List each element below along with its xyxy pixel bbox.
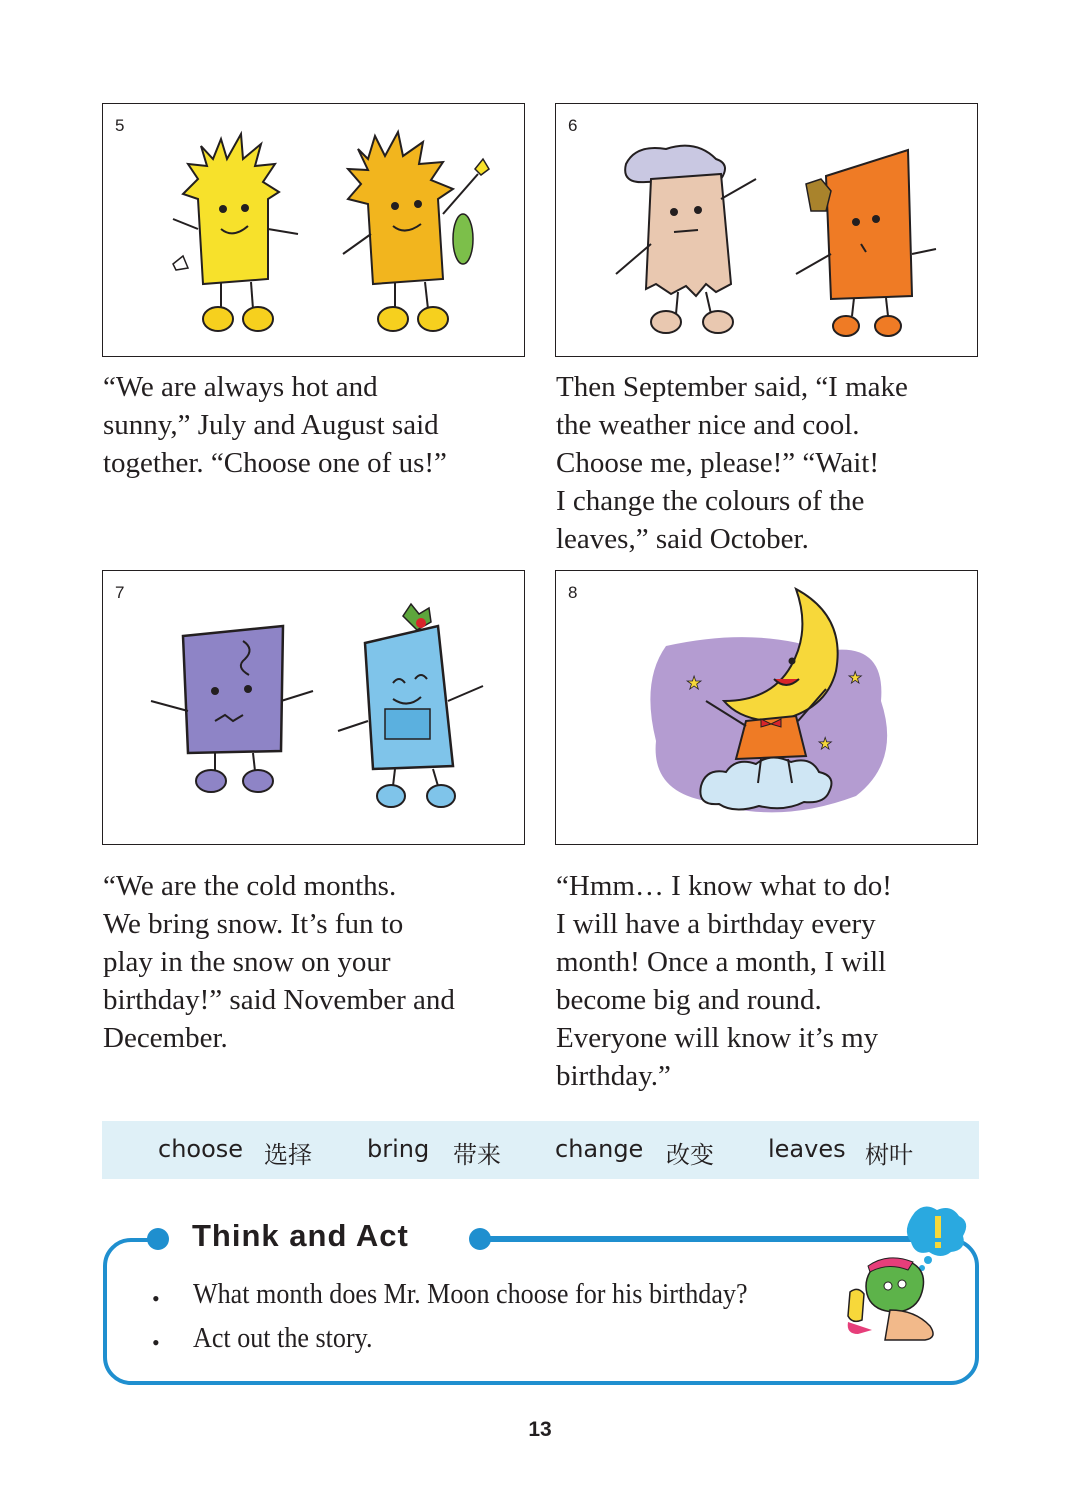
page-number: 13 bbox=[528, 1418, 552, 1441]
vocab-meaning: 带来 bbox=[453, 1141, 501, 1169]
vocabulary-strip bbox=[102, 1121, 979, 1179]
july-character bbox=[173, 134, 298, 331]
star-icon: ★ bbox=[818, 736, 833, 753]
vocab-word: leaves bbox=[768, 1135, 846, 1163]
panel-number: 7 bbox=[115, 583, 125, 602]
october-character bbox=[796, 150, 936, 336]
vocab-word: choose bbox=[158, 1135, 244, 1163]
november-december-illustration bbox=[103, 571, 523, 843]
star-icon: ★ bbox=[686, 673, 703, 693]
vocab-word: change bbox=[555, 1135, 644, 1163]
star-icon: ★ bbox=[848, 670, 863, 687]
november-character bbox=[151, 626, 313, 792]
mr-moon-illustration bbox=[556, 571, 976, 843]
panel-5 bbox=[102, 103, 525, 357]
vocab-meaning: 选择 bbox=[264, 1141, 312, 1169]
bullet-icon: • bbox=[152, 1330, 160, 1355]
panel-8-caption: “Hmm… I know what to do! I will have a birthday every month! Once a month, I will become big and round. Everyone will know it’s my birthday.” bbox=[556, 870, 892, 1092]
vocab-meaning: 改变 bbox=[666, 1141, 714, 1169]
panel-number: 6 bbox=[568, 116, 578, 135]
december-character bbox=[338, 604, 483, 807]
mascot-icon bbox=[830, 1202, 975, 1342]
july-august-illustration bbox=[103, 104, 523, 355]
august-character bbox=[343, 132, 489, 331]
title-dot-left bbox=[147, 1228, 169, 1250]
september-october-illustration bbox=[556, 104, 976, 355]
panel-5-caption: “We are always hot and sunny,” July and August said together. “Choose one of us!” bbox=[103, 371, 447, 479]
panel-number: 5 bbox=[115, 116, 125, 135]
panel-8 bbox=[555, 570, 978, 845]
think-and-act-title: Think and Act bbox=[192, 1218, 409, 1253]
panel-7-caption: “We are the cold months. We bring snow. It’s fun to play in the snow on your birthday!” said November and December. bbox=[103, 870, 455, 1054]
question-item: Act out the story. bbox=[193, 1322, 373, 1354]
panel-7 bbox=[102, 570, 525, 845]
question-item: What month does Mr. Moon choose for his birthday? bbox=[193, 1278, 748, 1310]
panel-number: 8 bbox=[568, 583, 578, 602]
bullet-icon: • bbox=[152, 1286, 160, 1311]
vocab-word: bring bbox=[367, 1135, 430, 1163]
panel-6 bbox=[555, 103, 978, 357]
panel-6-caption: Then September said, “I make the weather nice and cool. Choose me, please!” “Wait! I change the colours of the leaves,” said October. bbox=[556, 371, 908, 555]
vocab-meaning: 树叶 bbox=[865, 1141, 913, 1169]
september-character bbox=[616, 146, 756, 333]
